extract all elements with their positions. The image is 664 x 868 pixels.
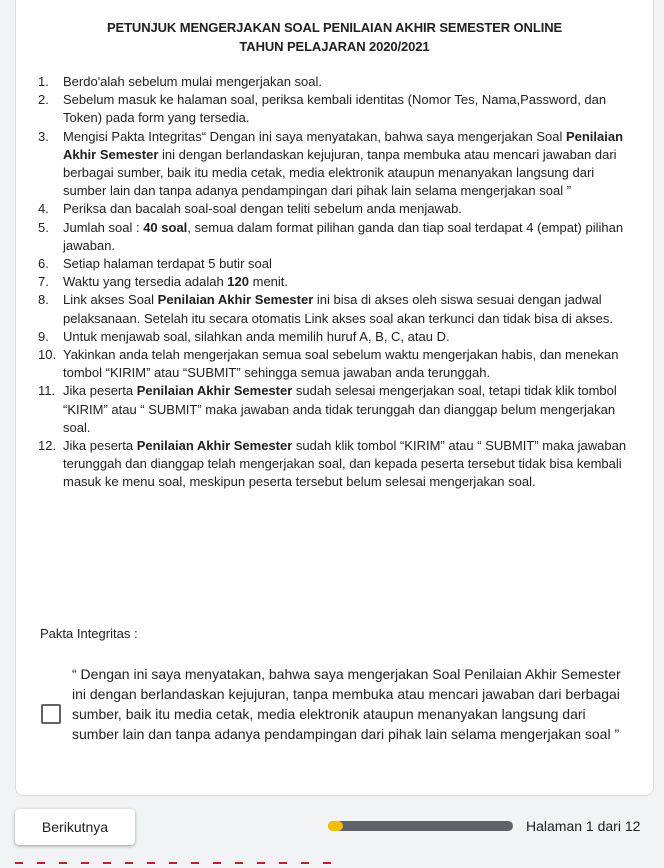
instruction-text: Jumlah soal : [63, 219, 144, 235]
instruction-item [38, 437, 630, 492]
instruction-text: Waktu yang tersedia adalah [63, 274, 228, 290]
instruction-text: Sebelum masuk ke halaman soal, periksa kembali identitas (Nomor Tes, Nama,Password, dan Token) pada form yang tersedia. [63, 92, 607, 126]
instruction-number: 12. [38, 438, 57, 454]
document-title-line-2: TAHUN PELAJARAN 2020/2021 [239, 39, 430, 54]
instruction-text: , semua dalam format pilihan ganda dan tiap soal terdapat 4 (empat) pilihan jawaban. [63, 219, 624, 253]
instruction-number: 8. [38, 292, 49, 308]
instructions-list [38, 73, 630, 492]
instruction-text-bold: Penilaian Akhir Semester [136, 438, 293, 454]
instruction-number: 3. [38, 128, 49, 144]
instruction-item [38, 200, 630, 218]
instruction-text: Yakinkan anda telah mengerjakan semua soal sebelum waktu mengerjakan habis, dan menekan tombol “KIRIM” atau “SUBMIT” sehingga semua jawaban anda terunggah. [63, 347, 619, 381]
instruction-text: Link akses Soal [63, 292, 158, 308]
form-card [15, 0, 654, 796]
pakta-integritas-checkbox[interactable] [41, 704, 61, 724]
progress-bar-fill [328, 821, 343, 831]
instruction-item [38, 219, 630, 255]
instruction-number: 1. [38, 74, 49, 89]
instruction-text-bold: Penilaian Akhir Semester [63, 128, 624, 162]
instruction-text: Berdo'alah sebelum mulai mengerjakan soal. [63, 74, 323, 89]
instruction-number: 2. [38, 92, 49, 108]
progress-bar [328, 821, 513, 831]
instruction-text: sudah klik tombol “KIRIM” atau “ SUBMIT” maka jawaban terunggah dan dianggap telah mengerjakan soal, dan kepada peserta tersebut tidak bisa kembali masuk ke menu soal, meskipun peserta tersebut belum selesai mengerjakan soal. [63, 438, 627, 490]
instruction-text: Jika peserta [63, 383, 137, 399]
instruction-item [38, 328, 630, 346]
instruction-text-bold: Penilaian Akhir Semester [136, 383, 293, 399]
instruction-text: menit. [249, 274, 289, 290]
instruction-item [38, 382, 630, 437]
instruction-text: ini dengan berlandaskan kejujuran, tanpa membuka atau mencari jawaban dari berbagai sumber, baik itu media cetak, media elektronik ataupun menanyakan langsung dari sumber lain dan tanpa adanya pendampingan dari pihak lain selama mengerjakan soal ” [63, 146, 617, 199]
instruction-item [38, 128, 630, 201]
instruction-text: Setiap halaman terdapat 5 butir soal [63, 256, 272, 272]
instruction-number: 9. [38, 328, 49, 344]
instruction-number: 4. [38, 201, 49, 217]
instruction-text-bold: 120 [227, 274, 249, 290]
document-title [16, 18, 653, 56]
instruction-text: ini bisa di akses oleh siswa sesuai dengan jadwal pelaksanaan. Setelah itu secara otomatis Link akses soal akan terkunci dan tidak bisa di akses. [63, 292, 613, 326]
instruction-number: 7. [38, 274, 49, 290]
instruction-text: Mengisi Pakta Integritas“ Dengan ini saya menyatakan, bahwa saya mengerjakan Soal [63, 128, 566, 144]
instruction-item [38, 73, 630, 91]
instruction-item [38, 273, 630, 291]
instruction-item [38, 291, 630, 327]
instruction-item [38, 91, 630, 127]
pakta-integritas-label: Pakta Integritas : [40, 626, 138, 641]
instruction-number: 5. [38, 219, 49, 235]
instruction-item [38, 346, 630, 382]
page-indicator: Halaman 1 dari 12 [526, 818, 641, 834]
document-title-line-1: PETUNJUK MENGERJAKAN SOAL PENILAIAN AKHIR SEMESTER ONLINE [106, 20, 563, 35]
footer-hint-text-cutoff [15, 862, 355, 868]
instruction-text: Jika peserta [63, 438, 137, 454]
instruction-number: 11. [38, 383, 56, 399]
instruction-text: Untuk menjawab soal, silahkan anda memilih huruf A, B, C, atau D. [63, 328, 450, 344]
instruction-text-bold: Penilaian Akhir Semester [157, 292, 314, 308]
instruction-text-bold: 40 soal [143, 219, 188, 235]
instruction-item [38, 255, 630, 273]
next-button[interactable]: Berikutnya [15, 809, 135, 845]
pakta-integritas-statement[interactable]: “ Dengan ini saya menyatakan, bahwa saya mengerjakan Soal Penilaian Akhir Semester ini dengan berlandaskan kejujuran, tanpa membuka atau mencari jawaban dari berbagai sumber, baik itu media cetak, media elektronik ataupun menanyakan langsung dari sumber lain dan tanpa adanya pendampingan dari pihak lain selama mengerjakan soal ” [72, 666, 621, 742]
instruction-number: 6. [38, 256, 49, 272]
instruction-number: 10. [38, 347, 57, 363]
instruction-text: Periksa dan bacalah soal-soal dengan teliti sebelum anda menjawab. [63, 201, 462, 217]
instruction-text: sudah selesai mengerjakan soal, tetapi tidak klik tombol “KIRIM” atau “ SUBMIT” maka jawaban anda tidak terunggah dan dianggap belum mengerjakan soal. [63, 383, 617, 435]
